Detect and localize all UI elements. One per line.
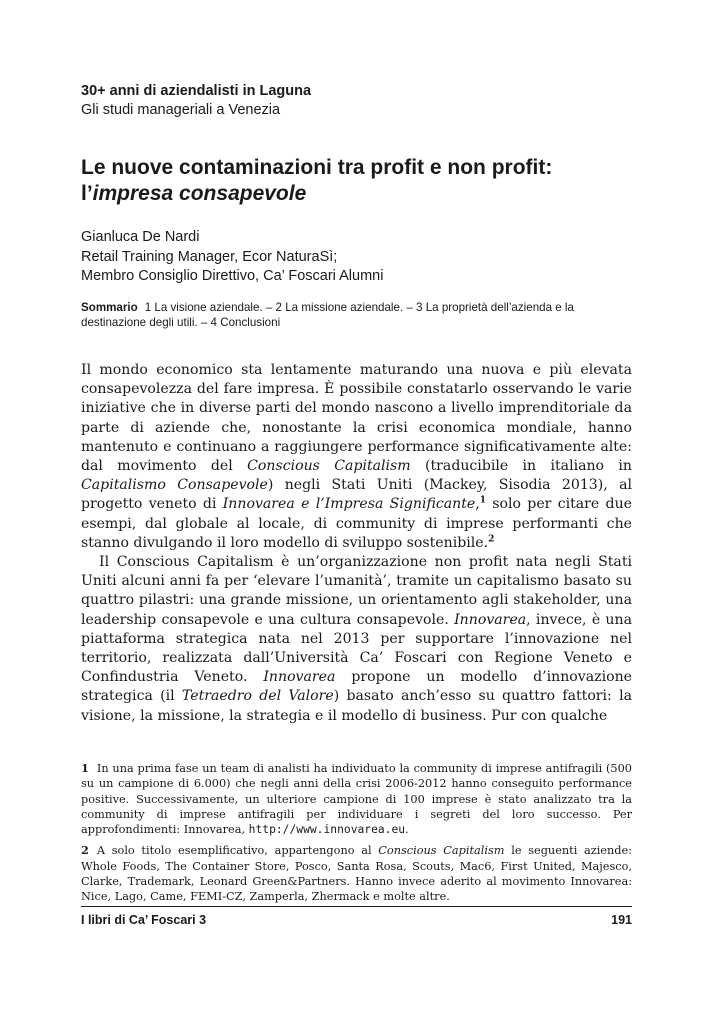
article-title-line1: Le nuove contaminazioni tra profit e non profit: [81, 156, 553, 179]
paragraph-2-italic-tetraedro: Tetraedro del Valore [181, 688, 334, 705]
paragraph-1-text-a: Il mondo economico sta lentamente maturando una nuova e più elevata consapevolezza del fare impresa. È possibile constatarlo osservando le varie iniziative che in diverse parti del mondo nascono a livello imprenditoriale da parte di aziende che, nonostante la crisi economica mondiale, hanno mantenuto e continuano a raggiungere performance significativamente alte: dal movimento del [81, 362, 632, 475]
author-affiliation-2: Membro Consiglio Direttivo, Ca’ Foscari Alumni [81, 268, 384, 284]
article-title-line2-prefix: l’ [81, 182, 93, 205]
article-body [81, 361, 632, 726]
paragraph-1 [81, 361, 632, 553]
footnotes [81, 761, 632, 911]
paragraph-2 [81, 553, 632, 726]
paragraph-2-text-b: , invece, è una piattaforma strategica nata nel 2013 per supportare l’innovazione nel territorio, realizzata dall’Università Ca’ Foscari con Regione Veneto e Confindustria Veneto. [81, 611, 632, 686]
footnote-1-text-b: . [405, 823, 409, 837]
series-subtitle: Gli studi manageriali a Venezia [81, 102, 281, 118]
article-title [81, 155, 641, 207]
footnote-1-url-link[interactable]: http://www.innovarea.eu [248, 823, 406, 837]
paragraph-2-text-a: Il Conscious Capitalism è un’organizzazione non profit nata negli Stati Uniti alcuni anni fa per ‘elevare l’umanità’, tramite un capitalismo basato su quattro pilastri: una grande missione, un orientamento agli stakeholder, una leadership consapevole e una cultura consapevole. [81, 554, 632, 628]
footnote-ref-2[interactable]: 2 [488, 534, 495, 545]
paragraph-1-text-c: ) negli Stati Uniti (Mackey, Sisodia 2013), al progetto veneto di [81, 477, 633, 513]
paragraph-2-text-c: propone un modello d’innovazione strategica (il [81, 669, 632, 705]
footnote-2-text-b: le seguenti aziende: Whole Foods, The Container Store, Posco, Santa Rosa, Scouts, Mac6, First United, Majesco, Clarke, Trademark, Leonard Green&Partners. Hanno invece aderito al movimento Innovarea: Nice, Lago, Came, FEMI-CZ, Zamperla, Zhermack e molte altre. [81, 844, 632, 904]
series-header [81, 82, 641, 120]
author-name: Gianluca De Nardi [81, 229, 200, 245]
footer-divider [81, 906, 632, 907]
footnote-1-text-a: In una prima fase un team di analisti ha individuato la community di imprese antifragili (500 su un campione di 6.000) che negli anni della crisi 2006-2012 hanno conseguito performance positive. Successivamente, un ulteriore campione di 100 imprese è stato analizzato tra la community di imprese antifragili per individuare i segreti del loro successo. Per approfondimenti: Innovarea, [81, 762, 632, 837]
paragraph-1-italic-capitalismo-consapevole: Capitalismo Consapevole [81, 477, 268, 494]
footnote-2 [81, 843, 632, 904]
article-title-line2-italic: impresa consapevole [92, 182, 307, 205]
footnote-1 [81, 761, 632, 837]
summary-label: Sommario [81, 301, 138, 314]
paragraph-2-italic-innovarea-2: Innovarea [263, 669, 336, 686]
footnote-2-text-a: A solo titolo esemplificativo, appartengono al [96, 844, 379, 858]
page-number: 191 [611, 913, 632, 927]
series-title: 30+ anni di aziendalisti in Laguna [81, 83, 312, 99]
paragraph-2-text-d: ) basato anch’esso su quattro fattori: la visione, la missione, la strategia e il modello di business. Pur con qualche [81, 688, 632, 724]
footnote-1-number: 1 [81, 761, 89, 775]
paragraph-1-text-d: , [475, 496, 480, 513]
footnote-ref-1[interactable]: 1 [479, 495, 486, 506]
footer-journal: I libri di Ca’ Foscari 3 [81, 913, 207, 927]
summary [81, 300, 641, 330]
author-affiliation-1: Retail Training Manager, Ecor NaturaSì; [81, 248, 338, 265]
paragraph-1-italic-conscious-capitalism: Conscious Capitalism [247, 458, 411, 475]
footnote-2-number: 2 [81, 843, 89, 858]
author-block [81, 228, 641, 287]
paragraph-2-italic-innovarea-1: Innovarea [454, 611, 527, 628]
paragraph-1-italic-innovarea: Innovarea e l’Impresa Significante [222, 496, 476, 513]
paragraph-1-text-e: solo per citare due esempi, dal globale al locale, di community di imprese performanti che stanno divulgando il loro modello di sviluppo sostenibile. [81, 496, 632, 551]
paragraph-1-text-b: (traducibile in italiano in [410, 458, 632, 475]
footnote-2-italic: Conscious Capitalism [378, 844, 505, 858]
summary-text: 1 La visione aziendale. – 2 La missione aziendale. – 3 La proprietà dell’azienda e la destinazione degli utili. – 4 Conclusioni [81, 301, 574, 329]
